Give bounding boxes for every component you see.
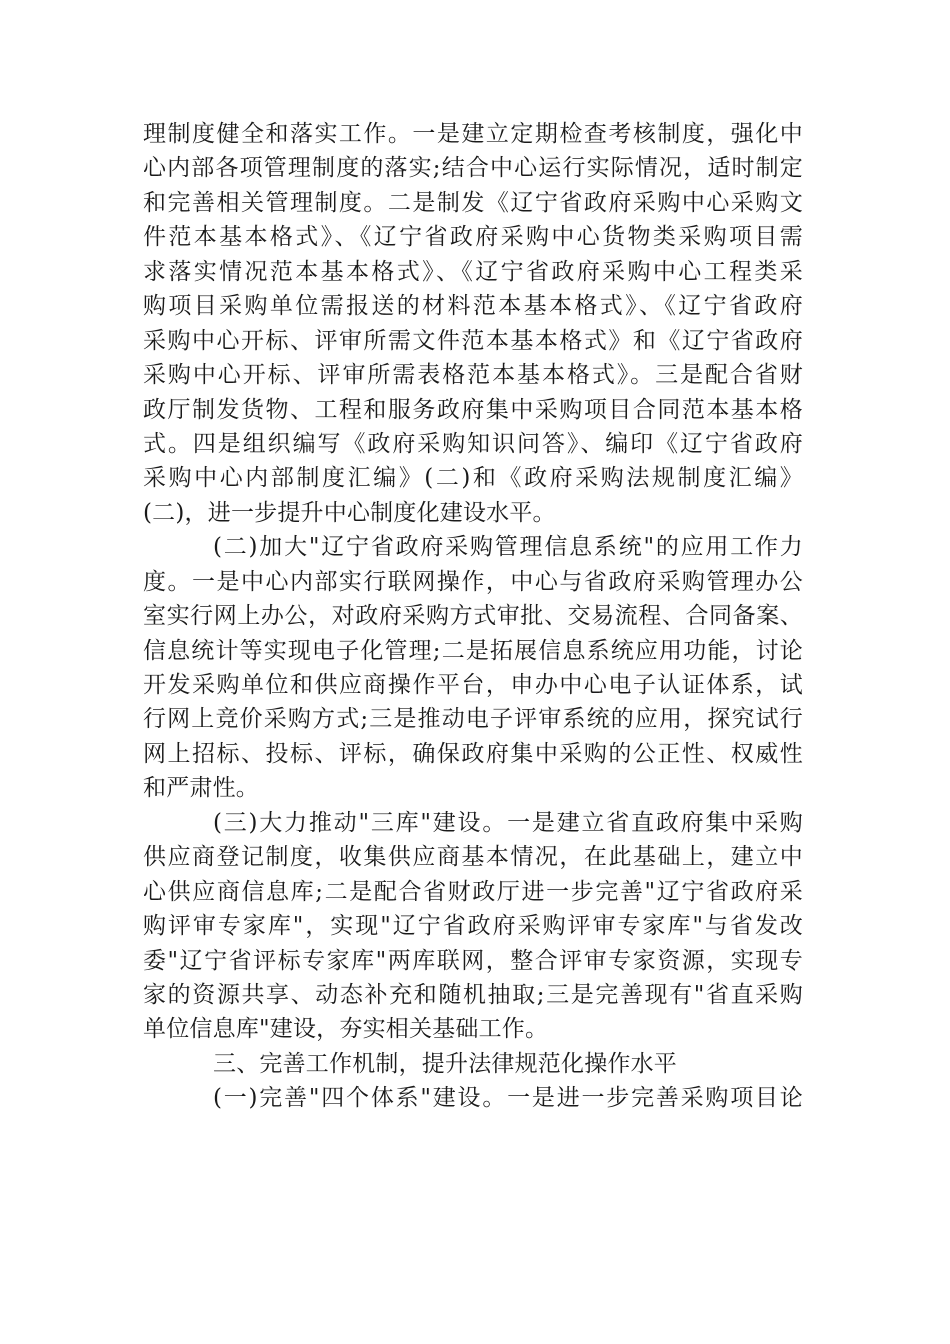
text-line: 家的资源共享、动态补充和随机抽取;三是完善现有"省直采购 (143, 981, 803, 1008)
text-line: 室实行网上办公，对政府采购方式审批、交易流程、合同备案、 (143, 603, 803, 630)
text-line: 求落实情况范本基本格式》、《辽宁省政府采购中心工程类采 (143, 258, 803, 285)
text-line: 单位信息库"建设，夯实相关基础工作。 (143, 1016, 549, 1043)
text-line: 购评审专家库"，实现"辽宁省政府采购评审专家库"与省发改 (143, 913, 803, 940)
chapter-heading-line: 三、完善工作机制，提升法律规范化操作水平 (213, 1050, 677, 1077)
text-line: 和严肃性。 (143, 775, 259, 802)
text-line: (二)，进一步提升中心制度化建设水平。 (143, 499, 556, 526)
text-line: 信息统计等实现电子化管理;二是拓展信息系统应用功能，讨论 (143, 637, 803, 664)
text-line: 件范本基本格式》、《辽宁省政府采购中心货物类采购项目需 (143, 224, 803, 251)
text-line: 心供应商信息库;二是配合省财政厅进一步完善"辽宁省政府采 (143, 878, 803, 905)
text-line: 政厅制发货物、工程和服务政府集中采购项目合同范本基本格 (143, 396, 803, 423)
text-line: 和完善相关管理制度。二是制发《辽宁省政府采购中心采购文 (143, 189, 803, 216)
text-line: 心内部各项管理制度的落实;结合中心运行实际情况，适时制定 (143, 155, 803, 182)
text-line: 度。一是中心内部实行联网操作，中心与省政府采购管理办公 (143, 568, 803, 595)
text-line: 采购中心内部制度汇编》(二)和《政府采购法规制度汇编》 (143, 465, 803, 492)
text-line: 理制度健全和落实工作。一是建立定期检查考核制度，强化中 (143, 121, 803, 147)
text-line: 供应商登记制度，收集供应商基本情况，在此基础上，建立中 (143, 844, 803, 871)
section-heading-line: (一)完善"四个体系"建设。一是进一步完善采购项目论 (213, 1085, 803, 1112)
section-heading-line: (三)大力推动"三库"建设。一是建立省直政府集中采购 (213, 809, 803, 836)
text-line: 网上招标、投标、评标，确保政府集中采购的公正性、权威性 (143, 740, 803, 767)
text-line: 开发采购单位和供应商操作平台，申办中心电子认证体系，试 (143, 672, 803, 698)
text-line: 采购中心开标、评审所需表格范本基本格式》。三是配合省财 (143, 362, 803, 389)
text-line: 购项目采购单位需报送的材料范本基本格式》、《辽宁省政府 (143, 293, 803, 320)
text-line: 委"辽宁省评标专家库"两库联网，整合评审专家资源，实现专 (143, 947, 803, 974)
document-body (143, 117, 803, 1116)
text-line: 式。四是组织编写《政府采购知识问答》、编印《辽宁省政府 (143, 430, 803, 457)
text-line: 采购中心开标、评审所需文件范本基本格式》和《辽宁省政府 (143, 327, 803, 354)
section-heading-line: (二)加大"辽宁省政府采购管理信息系统"的应用工作力 (213, 534, 803, 561)
text-line: 行网上竞价采购方式;三是推动电子评审系统的应用，探究试行 (143, 706, 803, 733)
